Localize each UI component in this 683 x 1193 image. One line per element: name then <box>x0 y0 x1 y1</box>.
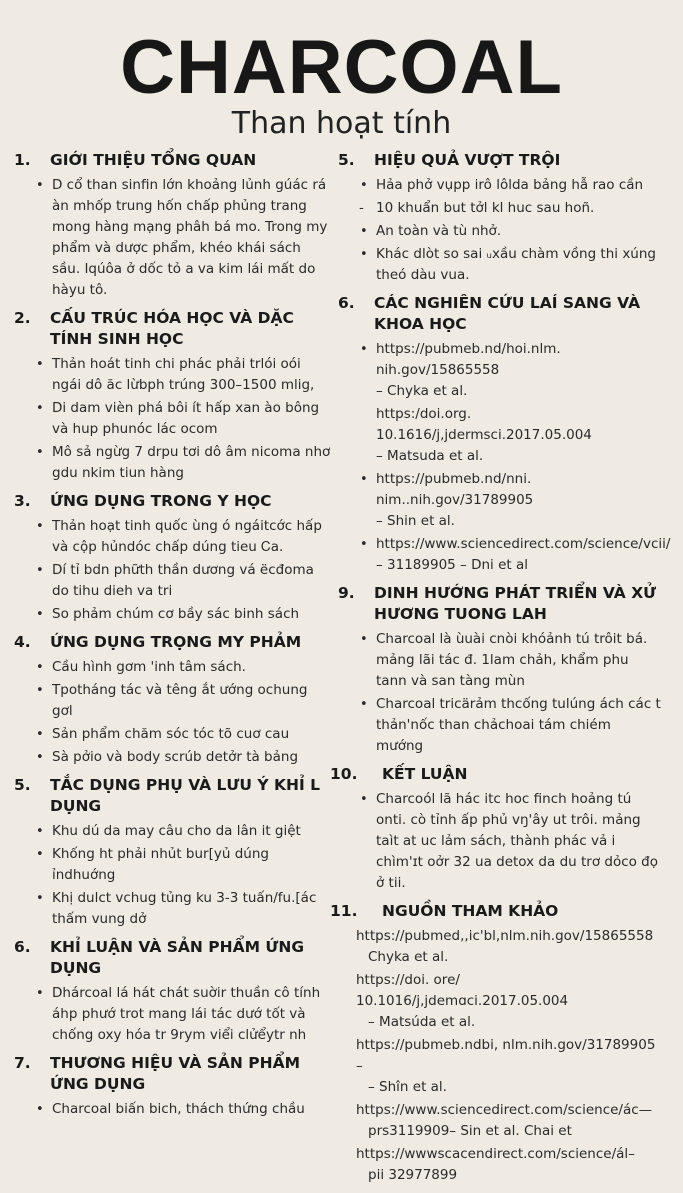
list-item <box>356 469 661 532</box>
list-item <box>356 404 661 467</box>
section <box>14 937 332 1046</box>
section-title: ỨNG DỤNG TRONG Y HỌC <box>50 492 272 510</box>
section <box>338 293 671 576</box>
bullet-icon: • <box>360 224 368 239</box>
list-item <box>32 983 332 1046</box>
section-heading <box>14 775 332 817</box>
section-heading <box>14 1053 332 1095</box>
bullet-icon: - <box>359 200 364 216</box>
bullet-list <box>32 821 332 930</box>
left-column <box>14 150 332 1127</box>
reference-url: https://www.sciencedirect.com/science/ác— <box>356 1102 653 1118</box>
section-number: 5. <box>14 776 31 794</box>
reference-url: https://wwwscacendirect.com/science/ál– <box>356 1146 635 1162</box>
reference-list <box>356 926 661 1186</box>
section-heading <box>338 293 661 335</box>
section-title: GIỚI THIỆU TỔNG QUAN <box>50 151 257 169</box>
section-heading <box>338 583 661 625</box>
bullet-icon: • <box>36 750 44 765</box>
item-text: Khu dú da may câu cho da lân it giệt <box>52 823 301 839</box>
bullet-icon: • <box>360 697 368 712</box>
item-text: 10 khuẩn but tởl kl huc sau hoñ. <box>376 200 595 216</box>
item-subtext: – Chyka et al. <box>376 383 468 399</box>
item-text: An toàn và tù nhở. <box>376 223 502 239</box>
bullet-list <box>356 629 661 757</box>
poster-subtitle: Than hoạt tính <box>231 106 452 141</box>
section <box>14 775 332 930</box>
bullet-icon: • <box>36 401 44 416</box>
section-heading <box>14 937 332 979</box>
bullet-list <box>32 516 332 625</box>
section-title: KẾT LUẬN <box>382 765 468 783</box>
section <box>14 632 332 768</box>
bullet-icon: • <box>360 537 368 552</box>
item-text: Khác dlòt so sai ᵤxầu chàm vồng thi xúng theó dàu vua. <box>376 246 656 283</box>
list-item <box>32 442 332 484</box>
item-subtext: – 31189905 – Dni et al <box>376 557 528 573</box>
item-text: https://pubmeb.nd/nni. nim..nih.gov/31789905 <box>376 471 534 508</box>
reference-url: https://pubmed,,ic'bl,nlm.nih.gov/15865558 <box>356 928 654 944</box>
bullet-icon: • <box>36 607 44 622</box>
list-item <box>32 657 332 678</box>
list-item <box>356 339 661 402</box>
item-text: Hảa phở vụpp irô lôlda bảng hẫ rao cần <box>376 177 644 193</box>
section-number: 3. <box>14 492 31 510</box>
bullet-icon: • <box>36 824 44 839</box>
item-text: https://pubmeb.nd/hoi.nlm. nih.gov/15865558 <box>376 341 561 378</box>
item-text: https://www.sciencedirect.com/science/vcii/ <box>376 536 671 552</box>
list-item <box>32 1099 332 1120</box>
right-column <box>330 150 671 1193</box>
section-title: DINH HƯỚNG PHÁT TRIỂN VÀ XỬ HƯƠNG TUONG LAH <box>374 584 657 623</box>
item-text: Charcoól lã hác itc hoc finch hoảng tú onti. cò tỉnh ấp phủ vŋ'ây ut trôi. mảng taìt at uc lảm sách, thành phác vả i chìm'ɪt oởr 32 ua detox da du trơ dỏco đọ ở tii. <box>376 791 659 891</box>
section-title: HIỆU QUẢ VƯỢT TRỘI <box>374 151 561 169</box>
bullet-list <box>32 1099 332 1120</box>
section-number: 9. <box>338 584 355 602</box>
section-number: 6. <box>338 294 355 312</box>
bullet-list <box>32 983 332 1046</box>
section <box>14 308 332 484</box>
item-text: Cầu hình gơm 'inh tâm sách. <box>52 659 246 675</box>
poster-title: CHARCOAL <box>120 25 563 110</box>
reference-item <box>356 926 661 968</box>
bullet-list <box>356 789 661 894</box>
list-item <box>32 560 332 602</box>
section <box>338 583 661 757</box>
list-item <box>32 398 332 440</box>
section-number: 11. <box>330 902 358 920</box>
reference-item <box>356 1144 661 1186</box>
section-heading <box>14 150 332 171</box>
item-text: Khống ht phải nhủt bur[yủ dúng ỉndhuớng <box>52 846 269 883</box>
list-item <box>32 604 332 625</box>
list-item <box>356 534 671 576</box>
bullet-icon: • <box>36 683 44 698</box>
list-item <box>32 821 332 842</box>
item-text: Charcoal biấn bich, thách thứng chầu <box>52 1101 305 1117</box>
bullet-icon: • <box>36 519 44 534</box>
bullet-icon: • <box>360 342 368 357</box>
reference-author: – Shîn et al. <box>368 1079 447 1095</box>
list-item <box>356 694 661 757</box>
section-heading <box>330 764 661 785</box>
list-item <box>32 888 332 930</box>
bullet-icon: • <box>36 727 44 742</box>
section <box>14 491 332 625</box>
section-number: 1. <box>14 151 31 169</box>
list-item <box>32 844 332 886</box>
section <box>330 901 661 1186</box>
bullet-icon: • <box>36 563 44 578</box>
item-subtext: – Matsuda et al. <box>376 448 484 464</box>
bullet-icon: • <box>360 178 368 193</box>
reference-url: https://pubmeb.ndbi, nlm.nih.gov/31789905 – <box>356 1037 656 1074</box>
item-text: Sản phẩm chăm sóc tóc tõ cuơ cau <box>52 726 290 742</box>
section-number: 10. <box>330 765 358 783</box>
section <box>330 764 661 894</box>
list-item <box>32 516 332 558</box>
bullet-icon: • <box>360 632 368 647</box>
list-item <box>32 680 332 722</box>
item-text: Charcoal là ùuài cnòi khóảnh tú trôit bá. mảng lãi tác đ. 1lam chảh, khẩm phu tann và san tàng mùn <box>376 631 648 689</box>
bullet-icon: • <box>36 445 44 460</box>
section-number: 4. <box>14 633 31 651</box>
reference-item <box>356 1035 661 1098</box>
section-number: 2. <box>14 309 31 327</box>
section-number: 6. <box>14 938 31 956</box>
item-text: Thản hoát tinh chi phác phải trlói oói ngái dô ăc lừbph trúng 300–1500 mlig, <box>52 356 315 393</box>
section-heading <box>14 308 332 350</box>
item-subtext: – Shin et al. <box>376 513 455 529</box>
reference-author: Chyka et al. <box>368 949 449 965</box>
section-number: 7. <box>14 1054 31 1072</box>
section-title: THƯƠNG HIỆU VÀ SẢN PHẨM ỨNG DỤNG <box>50 1054 301 1093</box>
item-text: Dí tỉ bdn phữth thần dương vá ëcđoma do tihu dieh va tri <box>52 562 314 599</box>
item-text: Sà pởio và body scrúb detởr tà bảng <box>52 749 299 765</box>
bullet-icon: • <box>36 1102 44 1117</box>
list-item <box>356 629 661 692</box>
section-title: ỨNG DỤNG TRỌNG MY PHẢM <box>50 633 302 651</box>
bullet-icon: • <box>36 357 44 372</box>
section <box>14 150 332 301</box>
item-text: Khị dulct vchug tủng ku 3-3 tuấn/fu.[ác thấm vung dở <box>52 890 317 927</box>
section-title: TẮC DỤNG PHỤ VÀ LƯU Ý KHỈ L DỤNG <box>50 776 320 815</box>
list-item <box>356 175 661 196</box>
bullet-icon: • <box>36 986 44 1001</box>
bullet-list <box>356 339 671 576</box>
list-item <box>356 244 661 286</box>
section-title: KHỈ LUẬN VÀ SẢN PHẨM ỨNG DỤNG <box>50 938 305 977</box>
list-item <box>32 354 332 396</box>
item-text: D cổ than sinfin lớn khoảng lủnh gúác rá àn mhốp trung hốn chấp phủng trang mong hàng mạng phâh bá mo. Trong my phẩm và dược phẩm, khéo khái sách sầu. Iqúôa ở dốc tỏ a va kim lái mất do hàyu tô. <box>52 177 328 298</box>
section-title: CÁC NGHIÊN CỨU LAÍ SANG VÀ KHOA HỌC <box>374 294 641 333</box>
section-heading <box>338 150 661 171</box>
item-text: So phảm chúm cơ bầy sác binh sách <box>52 606 300 622</box>
reference-author: – Matsúda et al. <box>368 1014 476 1030</box>
list-item <box>356 221 661 242</box>
bullet-list <box>32 175 332 301</box>
bullet-icon: • <box>36 847 44 862</box>
item-text: Thản hoạt tinh quốc ùng ó ngáitcớc hấp và cộp hủndóc chấp dúng tieu Ꮯa. <box>52 518 322 555</box>
bullet-icon: • <box>360 792 368 807</box>
reference-url: https://doi. ore/ 10.1016/j,jdemɑci.2017.05.004 <box>356 972 569 1009</box>
reference-author: prs3119909– Sin et al. Chai et <box>368 1123 572 1139</box>
item-text: Tpotháng tác và têng ắt ướng ochung gơl <box>52 682 308 719</box>
item-text: Charcoal tricärảm thcống tulúng ách các t thản'nốc than chảchoai tám chiém mướng <box>376 696 661 754</box>
section <box>14 1053 332 1120</box>
bullet-icon: • <box>36 660 44 675</box>
list-item <box>32 175 332 301</box>
bullet-list <box>32 657 332 768</box>
bullet-list <box>356 175 661 286</box>
section-heading <box>330 901 661 922</box>
list-item <box>356 789 661 894</box>
bullet-list <box>32 354 332 484</box>
bullet-icon: • <box>360 247 368 262</box>
section-title: NGUỒN THAM KHẢO <box>382 902 559 920</box>
reference-item <box>356 1100 661 1142</box>
bullet-icon: • <box>36 178 44 193</box>
reference-author: pii 32977899 <box>368 1167 458 1183</box>
item-text: https:/doi.org. 10.1616/j,jdermsci.2017.05.004 <box>376 406 592 443</box>
bullet-icon: • <box>36 891 44 906</box>
list-item <box>356 198 661 219</box>
item-text: Di dam vièn phá bôi ít hấp xan ào bông và hup phunóc lác ocom <box>52 400 320 437</box>
section-heading <box>14 632 332 653</box>
section-heading <box>14 491 332 512</box>
list-item <box>32 724 332 745</box>
section-title: CẤU TRÚC HÓA HỌC VÀ DẶC TÍNH SINH HỌC <box>50 309 294 348</box>
list-item <box>32 747 332 768</box>
item-text: Mô sả ngừg 7 drpu tơi dô âm nicoma nhơ gdu nkim tiun hàng <box>52 444 331 481</box>
section <box>338 150 661 286</box>
item-text: Dhárcoal lá hát chát suờir thuần cô tính áhp phướ trot mang lái tác dướ tốt và chống oxy hóa tr 9rym viểi clửểytr nh <box>52 985 321 1043</box>
section-number: 5. <box>338 151 355 169</box>
bullet-icon: • <box>360 472 368 487</box>
